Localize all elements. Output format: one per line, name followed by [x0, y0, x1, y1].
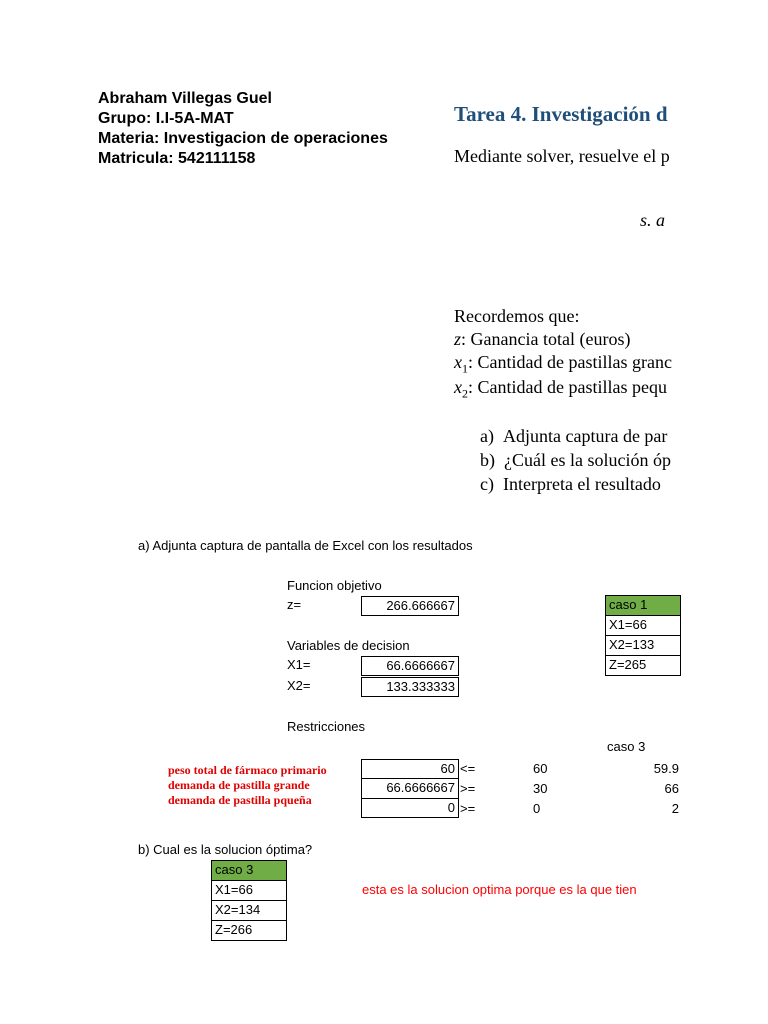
- constraint-operator: >=: [460, 801, 476, 816]
- caso1-header: caso 1: [605, 595, 681, 616]
- task-item-a: a) Adjunta captura de par: [480, 426, 668, 446]
- task-item-b: b) ¿Cuál es la solución óp: [480, 450, 671, 470]
- student-subject: Materia: Investigacion de operaciones: [98, 130, 388, 147]
- student-id: Matricula: 542111158: [98, 150, 256, 167]
- constraint-caso3: 59.9: [653, 761, 679, 776]
- caso1-row: X2=133: [605, 635, 681, 656]
- constraint-operator: <=: [460, 761, 476, 776]
- constraint-lhs-cell[interactable]: 0: [361, 798, 459, 818]
- task-x1-line: $x_1$: Cantidad de pastillas granc: [454, 352, 672, 376]
- constraint-rhs: 30: [533, 781, 548, 796]
- student-name: Abraham Villegas Guel: [98, 90, 272, 107]
- task-z-line: z: Ganancia total (euros): [454, 329, 631, 349]
- constraint-operator: >=: [460, 781, 476, 796]
- question-a: a) Adjunta captura de pantalla de Excel con los resultados: [138, 538, 473, 553]
- constraint-lhs-cell[interactable]: 66.6666667: [361, 778, 459, 799]
- z-value-cell[interactable]: 266.666667: [361, 596, 459, 616]
- task-document-image: [452, 88, 681, 508]
- constraint-caso3: 66: [664, 781, 679, 796]
- constraint-rhs: 0: [533, 801, 541, 816]
- variables-label: Variables de decision: [287, 638, 410, 653]
- task-intro: Mediante solver, resuelve el p: [454, 146, 670, 166]
- constraint-caso3: 2: [671, 801, 679, 816]
- restrictions-label: Restricciones: [287, 719, 366, 734]
- objective-label: Funcion objetivo: [287, 578, 382, 593]
- task-x2-line: $x_2$: Cantidad de pastillas pequ: [454, 377, 667, 401]
- optimal-solution-note: esta es la solucion optima porque es la que tien: [362, 882, 637, 897]
- task-recordemos: Recordemos que:: [454, 306, 580, 326]
- student-group: Grupo: I.I-5A-MAT: [98, 110, 234, 127]
- caso3-row: Z=266: [211, 920, 287, 941]
- z-label: z=: [287, 597, 302, 612]
- caso3-row: X1=66: [211, 880, 287, 901]
- constraint-name: demanda de pastilla grande: [168, 778, 310, 792]
- constraint-lhs-cell[interactable]: 60: [361, 759, 459, 779]
- task-sa: s. a: [640, 210, 666, 230]
- task-title: Tarea 4. Investigación d: [454, 102, 668, 126]
- x2-label: X2=: [287, 678, 311, 693]
- question-b: b) Cual es la solucion óptima?: [138, 842, 313, 857]
- task-item-c: c) Interpreta el resultado: [480, 474, 661, 494]
- caso3-column-label: caso 3: [607, 739, 646, 754]
- x2-value-cell[interactable]: 133.333333: [361, 677, 459, 697]
- caso3-header: caso 3: [211, 860, 287, 881]
- caso1-row: X1=66: [605, 615, 681, 636]
- caso1-row: Z=265: [605, 655, 681, 676]
- constraint-name: peso total de fármaco primario: [168, 763, 327, 777]
- caso3-row: X2=134: [211, 900, 287, 921]
- x1-label: X1=: [287, 657, 311, 672]
- constraint-name: demanda de pastilla pqueña: [168, 793, 312, 807]
- constraint-rhs: 60: [533, 761, 548, 776]
- x1-value-cell[interactable]: 66.6666667: [361, 656, 459, 676]
